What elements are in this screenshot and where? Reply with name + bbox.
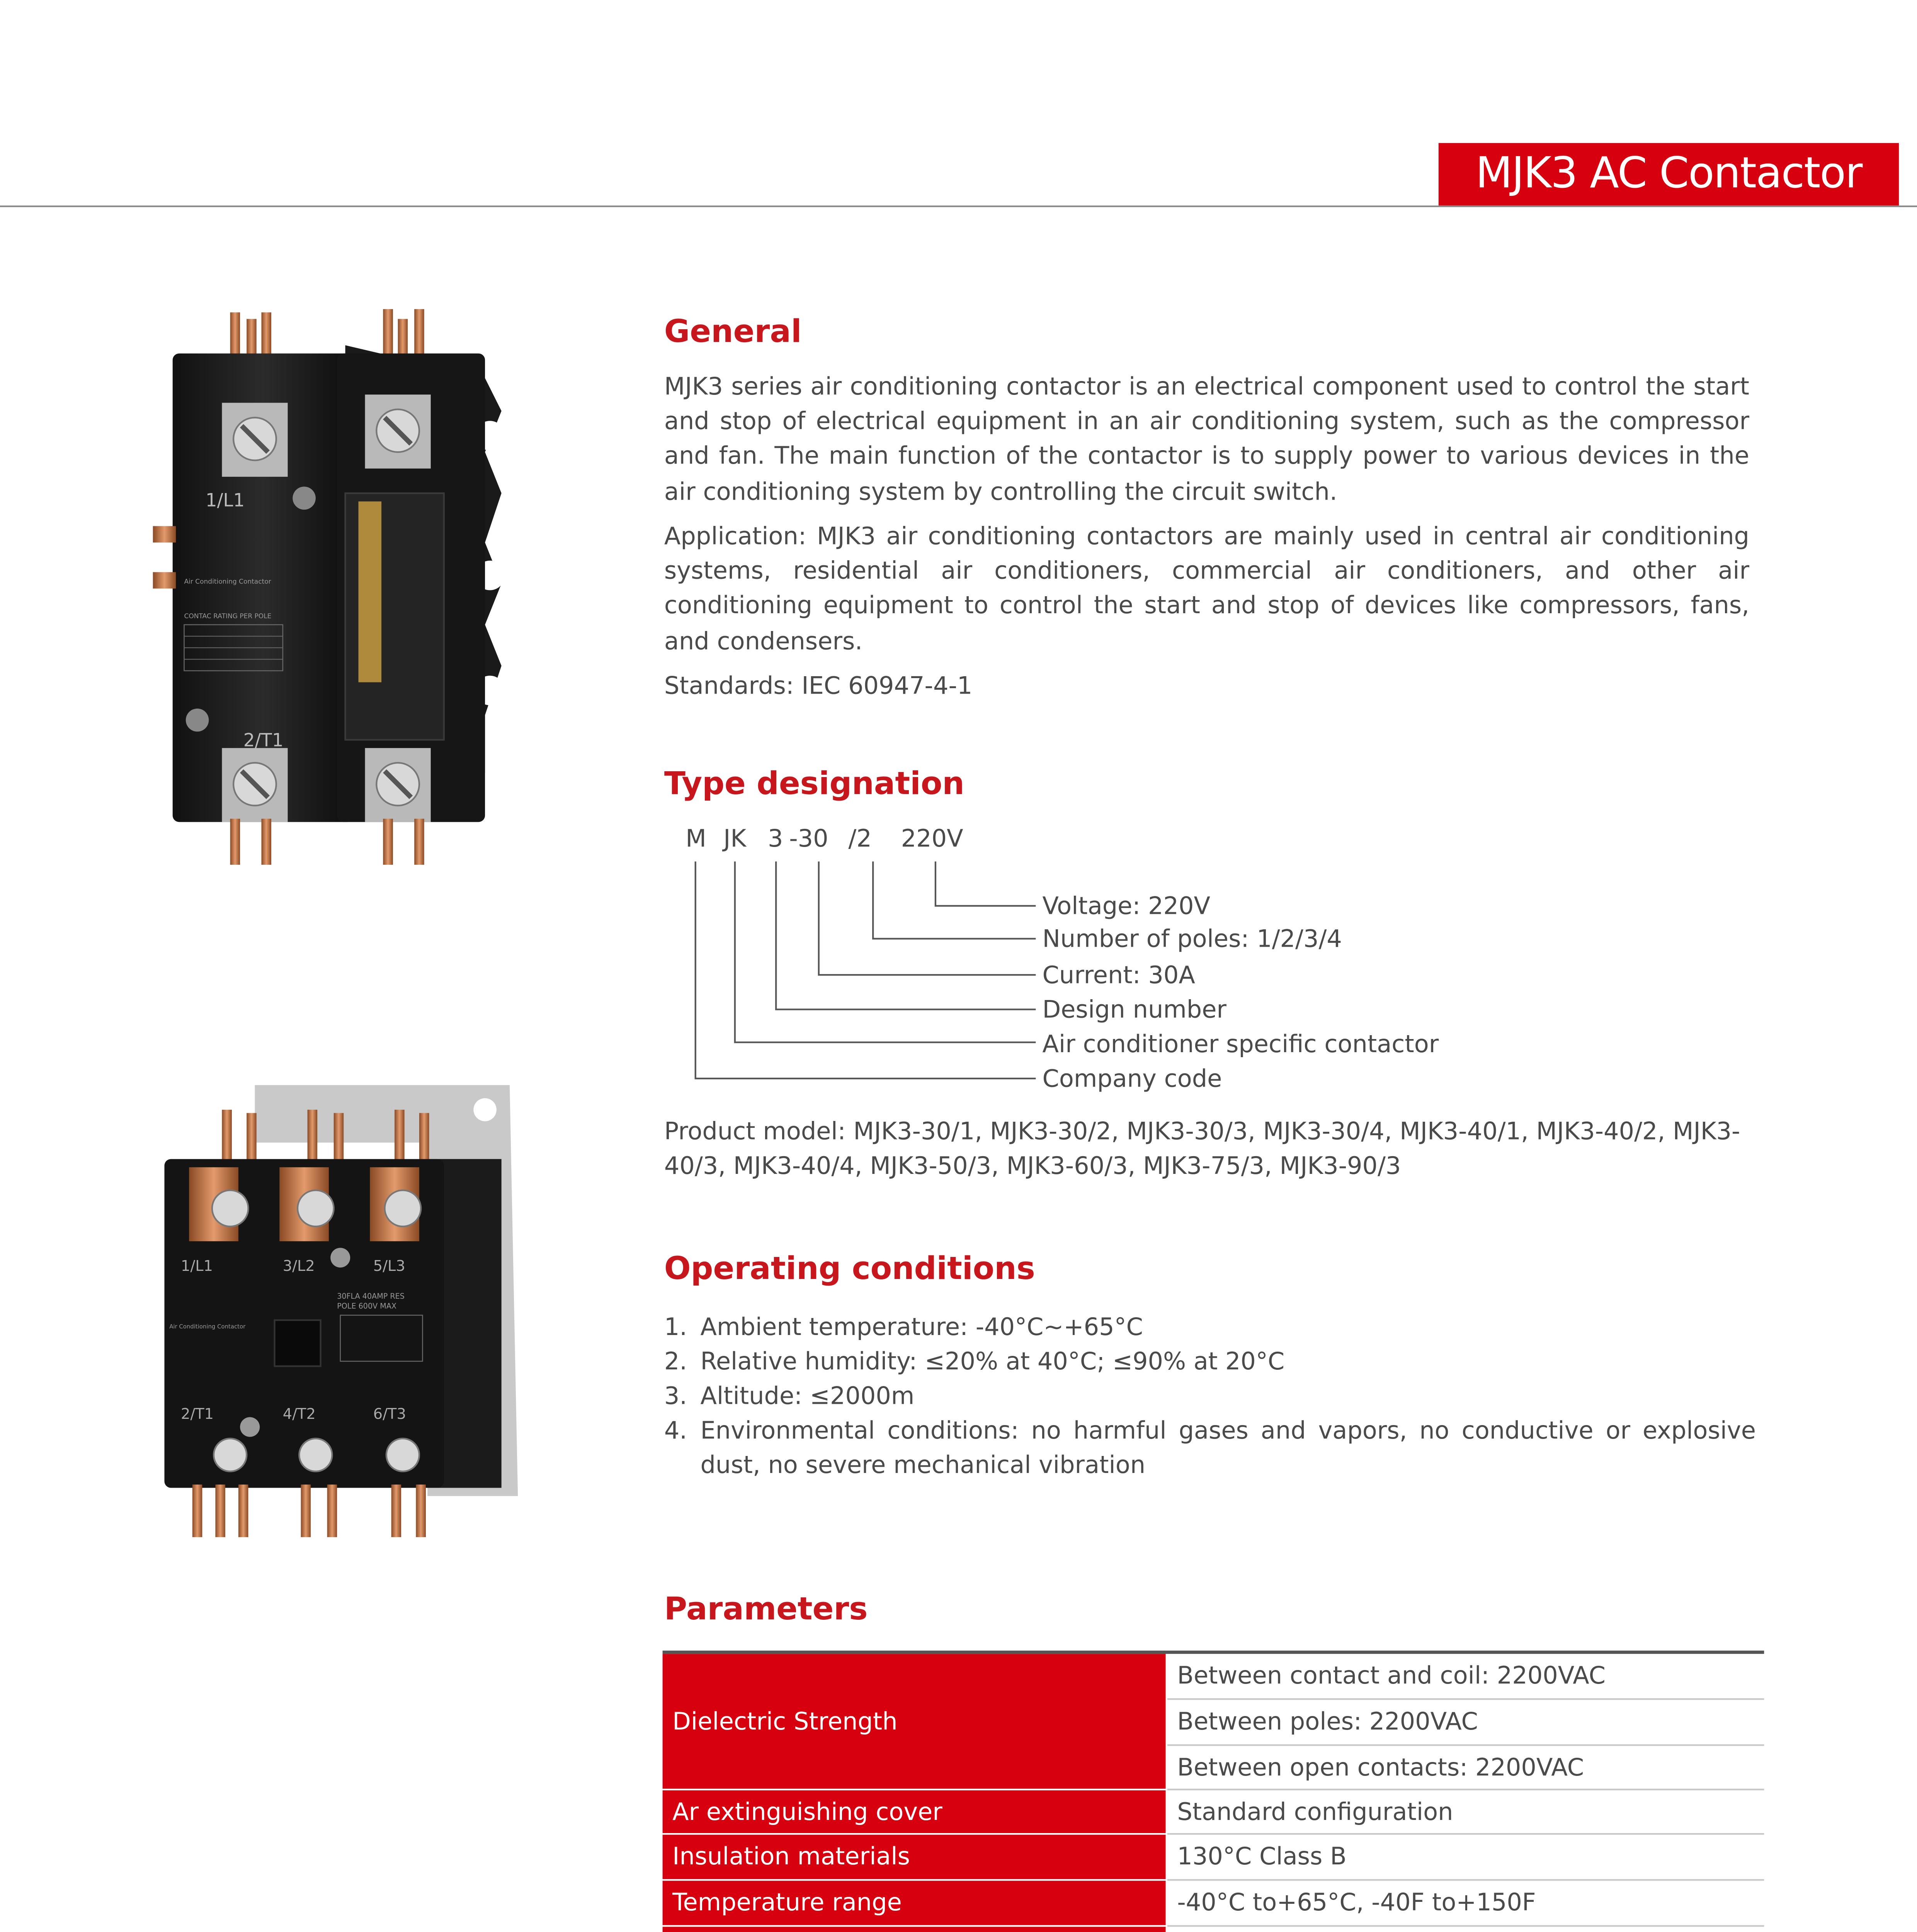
item-number: 3. xyxy=(664,1383,687,1411)
item-number: 2. xyxy=(664,1348,687,1376)
plate-voltage-3p: POLE 600V MAX xyxy=(337,1301,396,1311)
param-value-weight xyxy=(1167,1927,1764,1932)
general-paragraph-2: Application: MJK3 air conditioning contactors are mainly used in central air conditioning systems, residential air conditioners, commercial air conditioners, and other air conditioning equipment to control the start and stop of devices like compressors, fans, and condensers. xyxy=(664,522,1750,655)
code-part-m: M xyxy=(685,825,706,854)
label-6-t3: 6/T3 xyxy=(373,1405,406,1423)
type-designation-heading: Type designation xyxy=(664,766,964,803)
designation-company-code: Company code xyxy=(1042,1065,1222,1094)
code-part-jk: JK xyxy=(723,825,747,854)
operating-item-1 xyxy=(664,1310,1756,1345)
general-heading: General xyxy=(664,314,802,350)
param-value-temperature: -40°C to+65°C, -40F to+150F xyxy=(1177,1889,1536,1917)
label-2-t1: 2/T1 xyxy=(243,730,284,751)
label-3-l2: 3/L2 xyxy=(282,1257,315,1275)
plate-title: Air Conditioning Contactor xyxy=(184,578,271,586)
item-text: Ambient temperature: -40°C~+65°C xyxy=(700,1313,1143,1342)
param-value-arc-cover: Standard configuration xyxy=(1177,1798,1453,1826)
parameters-table xyxy=(663,1651,1764,1932)
general-paragraph-1: MJK3 series air conditioning contactor is an electrical component used to control the start and stop of electrical equipment in an air conditioning system, such as the compressor and fan. The main function of the contactor is to supply power to various devices in the air conditioning system by controlling the circuit switch. xyxy=(664,373,1750,506)
label-1-l1-3p: 1/L1 xyxy=(181,1257,213,1275)
item-text: Altitude: ≤2000m xyxy=(700,1383,915,1411)
param-label-arc-cover: Ar extinguishing cover xyxy=(663,1790,1166,1833)
operating-item-2 xyxy=(664,1345,1756,1379)
operating-item-3 xyxy=(664,1379,1756,1414)
label-1-l1: 1/L1 xyxy=(205,490,245,511)
item-number: 4. xyxy=(664,1417,687,1445)
designation-poles: Number of poles: 1/2/3/4 xyxy=(1042,925,1342,954)
item-text: Environmental conditions: no harmful gases and vapors, no conductive or explosive dust, no severe mechanical vibration xyxy=(700,1417,1756,1480)
code-part-220v: 220V xyxy=(901,825,963,854)
dielectric-value-3: Between open contacts: 2200VAC xyxy=(1177,1753,1584,1781)
plate-rating-3p: 30FLA 40AMP RES xyxy=(337,1292,405,1301)
dielectric-value-1: Between contact and coil: 2200VAC xyxy=(1177,1662,1606,1690)
param-label-insulation: Insulation materials xyxy=(663,1835,1166,1879)
dielectric-value-2: Between poles: 2200VAC xyxy=(1177,1708,1478,1736)
designation-design-number: Design number xyxy=(1042,996,1226,1024)
product-model-list: Product model: MJK3-30/1, MJK3-30/2, MJK3-30/3, MJK3-30/4, MJK3-40/1, MJK3-40/2, MJK3-40/3, MJK3-40/4, MJK3-50/3, MJK3-60/3, MJK3-75/3, MJK3-90/3 xyxy=(664,1118,1740,1181)
designation-voltage: Voltage: 220V xyxy=(1042,893,1211,921)
param-value-insulation: 130°C Class B xyxy=(1177,1843,1347,1871)
code-part-30: -30 xyxy=(789,825,828,854)
item-text: Relative humidity: ≤20% at 40°C; ≤90% at 20°C xyxy=(700,1348,1285,1376)
parameters-heading: Parameters xyxy=(664,1591,868,1628)
label-5-l3: 5/L3 xyxy=(373,1257,405,1275)
table-top-border xyxy=(663,1651,1764,1654)
standards-text: Standards: IEC 60947-4-1 xyxy=(664,672,973,701)
code-part-3: 3 xyxy=(767,825,783,854)
item-number: 1. xyxy=(664,1313,687,1342)
page-title: MJK3 AC Contactor xyxy=(1439,143,1899,206)
operating-conditions-heading: Operating conditions xyxy=(664,1251,1035,1287)
designation-ac-contactor: Air conditioner specific contactor xyxy=(1042,1031,1439,1059)
dielectric-label: Dielectric Strength xyxy=(663,1654,1166,1789)
label-4-t2: 4/T2 xyxy=(282,1405,316,1423)
operating-item-4 xyxy=(664,1414,1756,1483)
label-2-t1-3p: 2/T1 xyxy=(181,1405,214,1423)
code-part-2: /2 xyxy=(848,825,872,854)
param-label-weight xyxy=(663,1927,1166,1932)
plate-title-3p: Air Conditioning Contactor xyxy=(169,1323,246,1330)
param-label-temperature: Temperature range xyxy=(663,1881,1166,1925)
designation-current: Current: 30A xyxy=(1042,961,1195,990)
plate-rating: CONTAC RATING PER POLE xyxy=(184,612,272,620)
